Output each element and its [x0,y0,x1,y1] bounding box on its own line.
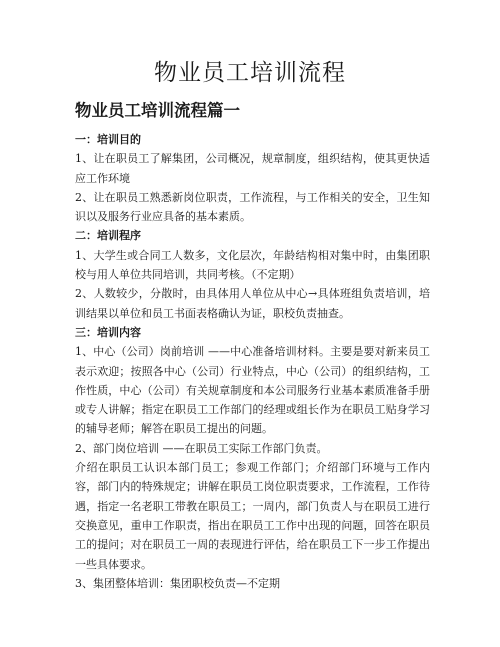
paragraph: 3、集团整体培训：集团职校负责—不定期 [75,576,280,590]
section-heading: 一：培训目的 [75,133,141,146]
paragraph: 介绍在职员工认识本部门员工；参观工作部门；介绍部门环境与工作内容，部门内的特殊规定；讲解在职员工岗位职责要求，工作流程，工作待遇，指定一名老职工带教在职员工；一周内，部门负责人与在职员工进行交换意见，重申工作职责，指出在职员工工作中出现的问题，回答在职员工的提问；对在职员工一周的表现进行评估，给在职员工下一步工作提出一些具体要求。 [75,461,430,571]
section-heading: 三：培训内容 [75,325,141,339]
paragraph: 2、部门岗位培训 ——在职员工实际工作部门负责。 [75,441,328,455]
paragraph: 1、让在职员工了解集团，公司概况，规章制度，组织结构，使其更快适应工作环境 [75,152,430,185]
section-content [75,323,430,593]
paragraph: 1、大学生或合同工人数多，文化层次，年龄结构相对集中时，由集团职校与用人单位共同培训，共同考核。（不定期） [75,248,430,282]
paragraph: 1、中心（公司）岗前培训 ——中心准备培训材料。主要是要对新来员工表示欢迎；按照各中心（公司）行业特点，中心（公司）的组织结构，工作性质，中心（公司）有关规章制度和本公司服务行业基本素质准备手册或专人讲解；指定在职员工工作部门的经理或组长作为在职员工贴身学习的辅导老师；解答在职员工提出的问题。 [75,345,430,436]
section-purpose [75,130,430,226]
paragraph: 2、人数较少，分散时，由具体用人单位从中心→具体班组负责培训，培训结果以单位和员工书面表格确认为证，职校负责抽查。 [75,287,430,320]
document-body [75,98,430,593]
document-title: 物业员工培训流程 [154,60,346,86]
article-subtitle: 物业员工培训流程篇一 [75,101,240,120]
section-procedure [75,226,430,322]
paragraph: 2、让在职员工熟悉新岗位职责，工作流程，与工作相关的安全，卫生知识以及服务行业应具备的基本素质。 [75,190,430,224]
section-heading: 二：培训程序 [75,229,141,243]
